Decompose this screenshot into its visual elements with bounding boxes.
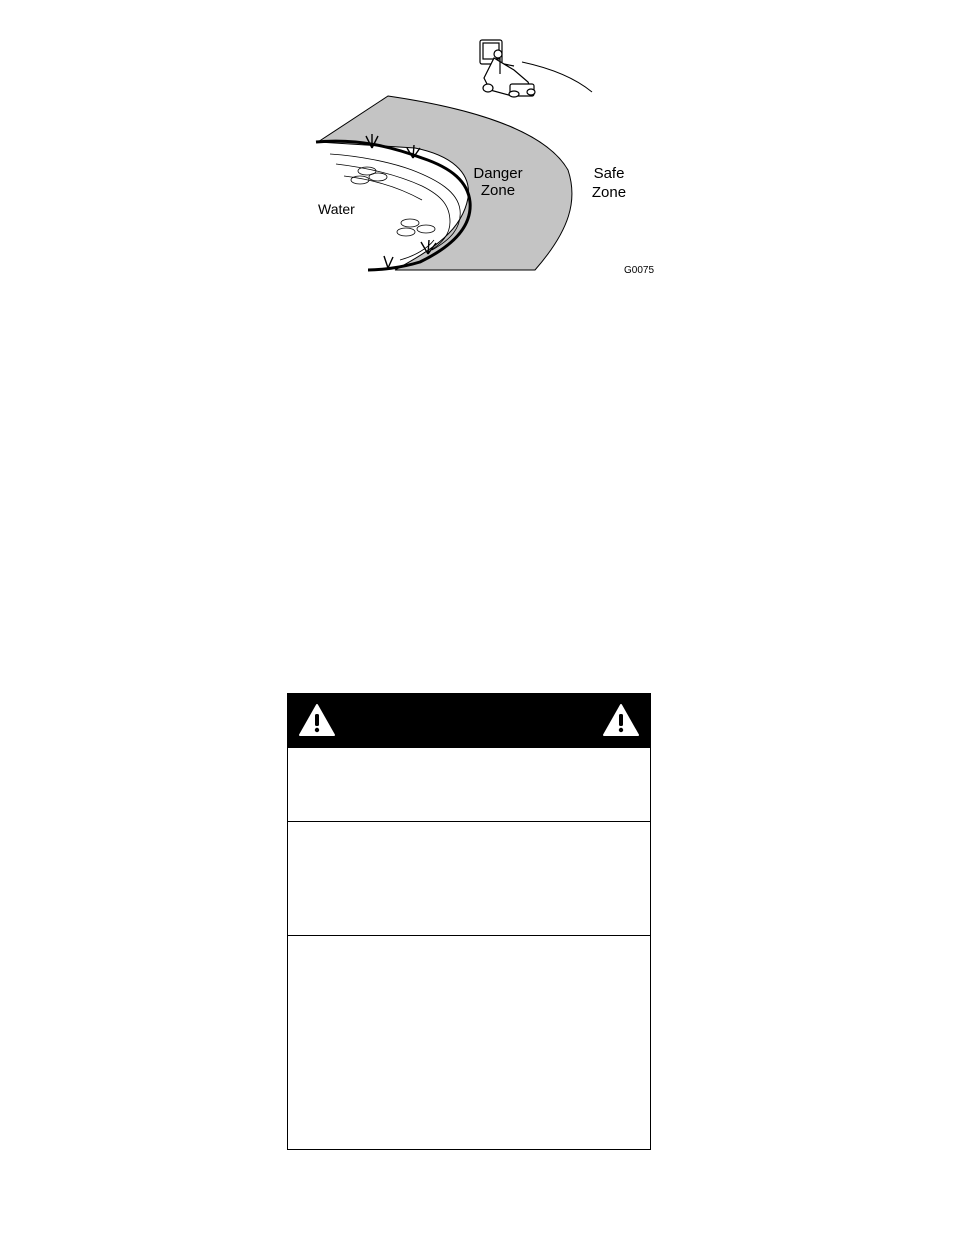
warning-section-2 bbox=[288, 822, 650, 936]
warning-section-1 bbox=[288, 748, 650, 822]
warning-triangle-icon bbox=[602, 703, 640, 737]
riding-mower-icon bbox=[480, 40, 535, 97]
danger-zone-label-line2: Zone bbox=[480, 182, 516, 199]
danger-zone-illustration bbox=[300, 30, 670, 280]
safe-zone-label-line2: Zone bbox=[591, 184, 627, 201]
safe-zone-label-line1: Safe bbox=[593, 165, 625, 182]
water-label: Water bbox=[318, 201, 355, 217]
danger-zone-area bbox=[318, 96, 572, 270]
warning-header bbox=[288, 694, 650, 748]
figure-code: G0075 bbox=[624, 265, 655, 276]
warning-section-3 bbox=[288, 936, 650, 1149]
danger-zone-label-line1: Danger bbox=[473, 165, 523, 182]
warning-box bbox=[287, 693, 651, 1150]
warning-triangle-icon bbox=[298, 703, 336, 737]
